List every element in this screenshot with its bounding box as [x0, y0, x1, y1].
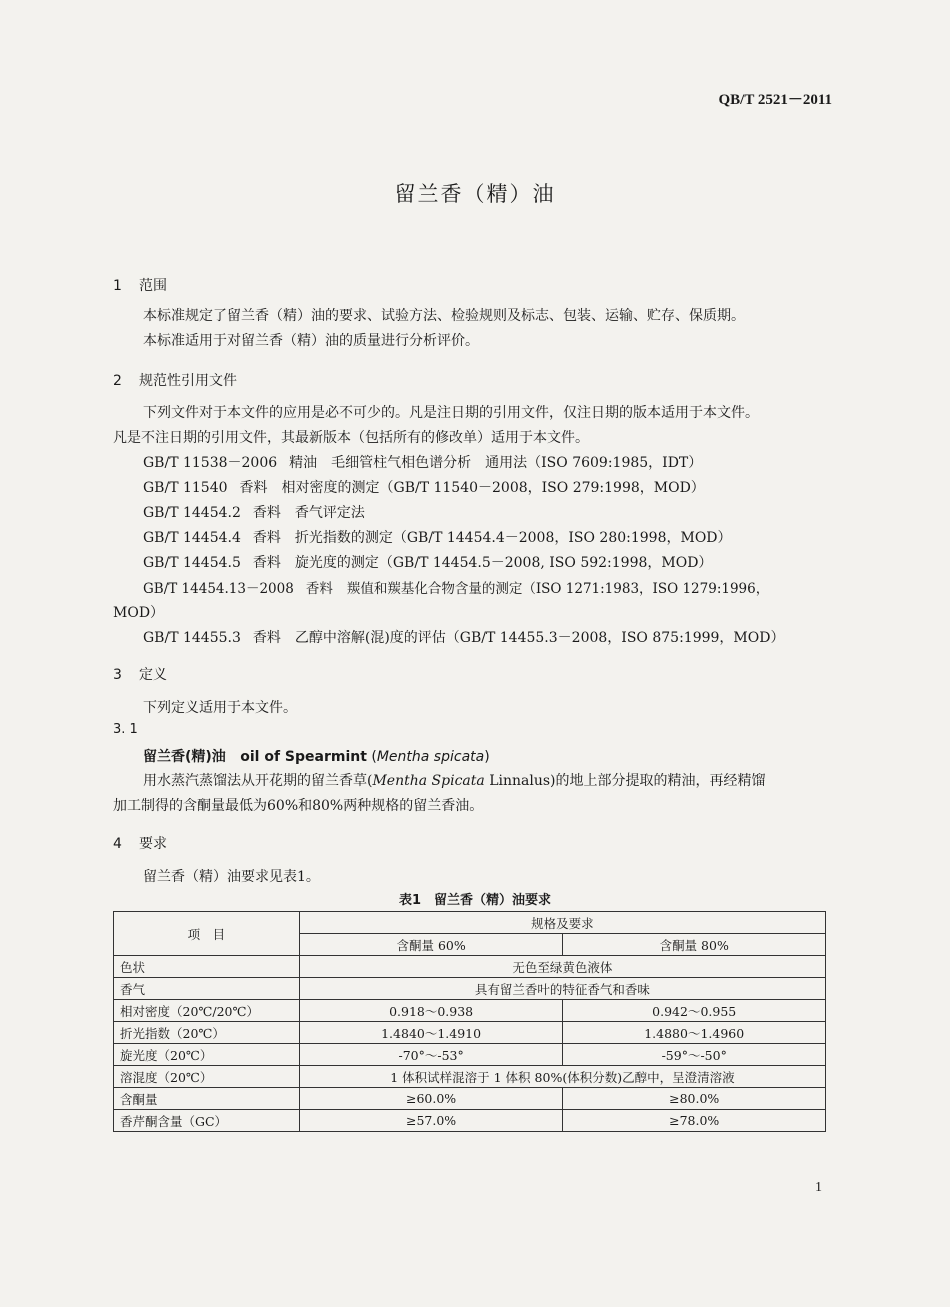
row-merged-value: 具有留兰香叶的特征香气和香味 — [299, 978, 825, 1000]
header-item: 项 目 — [114, 912, 300, 956]
table-row — [114, 1022, 826, 1044]
standard-code: QB/T 2521－2011 — [718, 92, 832, 108]
row-value-80: 0.942～0.955 — [563, 1000, 826, 1022]
row-item: 香气 — [114, 978, 300, 1000]
requirements-intro: 留兰香（精）油要求见表1。 — [143, 869, 320, 885]
reference-item: GB/T 11540 香料 相对密度的测定（GB/T 11540－2008，ISO 279:1998，MOD） — [143, 480, 705, 496]
section-4-heading: 4 要求 — [113, 836, 167, 852]
row-merged-value: 1 体积试样混溶于 1 体积 80%(体积分数)乙醇中，呈澄清溶液 — [299, 1066, 825, 1088]
row-item: 相对密度（20℃/20℃） — [114, 1000, 300, 1022]
reference-item: GB/T 11538－2006 精油 毛细管柱气相色谱分析 通用法（ISO 7609:1985，IDT） — [143, 455, 703, 471]
row-merged-value: 无色至绿黄色液体 — [299, 956, 825, 978]
reference-item: GB/T 14454.4 香料 折光指数的测定（GB/T 14454.4－2008，ISO 280:1998，MOD） — [143, 530, 732, 546]
definition-text-line-1: 用水蒸汽蒸馏法从开花期的留兰香草(Mentha Spicata Linnalus)的地上部分提取的精油，再经精馏 — [143, 773, 766, 789]
row-value-60: 1.4840～1.4910 — [299, 1022, 563, 1044]
normative-intro-2: 凡是不注日期的引用文件，其最新版本（包括所有的修改单）适用于本文件。 — [113, 430, 589, 446]
row-item: 折光指数（20℃） — [114, 1022, 300, 1044]
header-spec: 规格及要求 — [299, 912, 825, 934]
table-row — [114, 978, 826, 1000]
table-row — [114, 1066, 826, 1088]
definition-term: 留兰香(精)油 oil of Spearmint (Mentha spicata) — [143, 749, 490, 765]
definition-text-line-2: 加工制得的含酮量最低为60%和80%两种规格的留兰香油。 — [113, 798, 484, 814]
reference-item: GB/T 14455.3 香料 乙醇中溶解(混)度的评估（GB/T 14455.3－2008，ISO 875:1999，MOD） — [143, 630, 785, 646]
table-row — [114, 1000, 826, 1022]
section-1-heading: 1 范围 — [113, 278, 167, 294]
page-title: 留兰香（精）油 — [394, 182, 556, 206]
header-col-60: 含酮量 60% — [299, 934, 563, 956]
header-col-80: 含酮量 80% — [563, 934, 826, 956]
row-value-60: 0.918～0.938 — [299, 1000, 563, 1022]
definition-number: 3. 1 — [113, 722, 138, 737]
row-value-60: ≥60.0% — [299, 1088, 563, 1110]
scope-paragraph-1: 本标准规定了留兰香（精）油的要求、试验方法、检验规则及标志、包装、运输、贮存、保质期。 — [143, 308, 745, 324]
row-item: 溶混度（20℃） — [114, 1066, 300, 1088]
scope-paragraph-2: 本标准适用于对留兰香（精）油的质量进行分析评价。 — [143, 333, 479, 349]
row-value-60: -70°～-53° — [299, 1044, 563, 1066]
table-header-row — [114, 912, 826, 934]
row-value-80: ≥78.0% — [563, 1110, 826, 1132]
table-caption: 表1 留兰香（精）油要求 — [398, 893, 552, 908]
row-item: 含酮量 — [114, 1088, 300, 1110]
row-item: 色状 — [114, 956, 300, 978]
row-item: 旋光度（20℃） — [114, 1044, 300, 1066]
table-row — [114, 956, 826, 978]
table-row — [114, 1110, 826, 1132]
normative-intro-1: 下列文件对于本文件的应用是必不可少的。凡是注日期的引用文件，仅注日期的版本适用于本文件。 — [143, 405, 759, 421]
section-3-heading: 3 定义 — [113, 667, 167, 683]
section-2-heading: 2 规范性引用文件 — [113, 373, 237, 389]
table-row — [114, 1044, 826, 1066]
row-value-80: -59°～-50° — [563, 1044, 826, 1066]
row-item: 香芹酮含量（GC） — [114, 1110, 300, 1132]
page-number: 1 — [815, 1180, 822, 1195]
reference-item: GB/T 14454.5 香料 旋光度的测定（GB/T 14454.5－2008, ISO 592:1998，MOD） — [143, 555, 713, 571]
row-value-80: ≥80.0% — [563, 1088, 826, 1110]
reference-continuation: MOD） — [113, 605, 165, 621]
definitions-intro: 下列定义适用于本文件。 — [143, 700, 297, 716]
row-value-80: 1.4880～1.4960 — [563, 1022, 826, 1044]
reference-item: GB/T 14454.13－2008 香料 羰值和羰基化合物含量的测定（ISO 1271:1983，ISO 1279:1996， — [143, 581, 770, 597]
table-row — [114, 1088, 826, 1110]
row-value-60: ≥57.0% — [299, 1110, 563, 1132]
requirements-table — [113, 911, 826, 1132]
reference-item: GB/T 14454.2 香料 香气评定法 — [143, 505, 365, 521]
